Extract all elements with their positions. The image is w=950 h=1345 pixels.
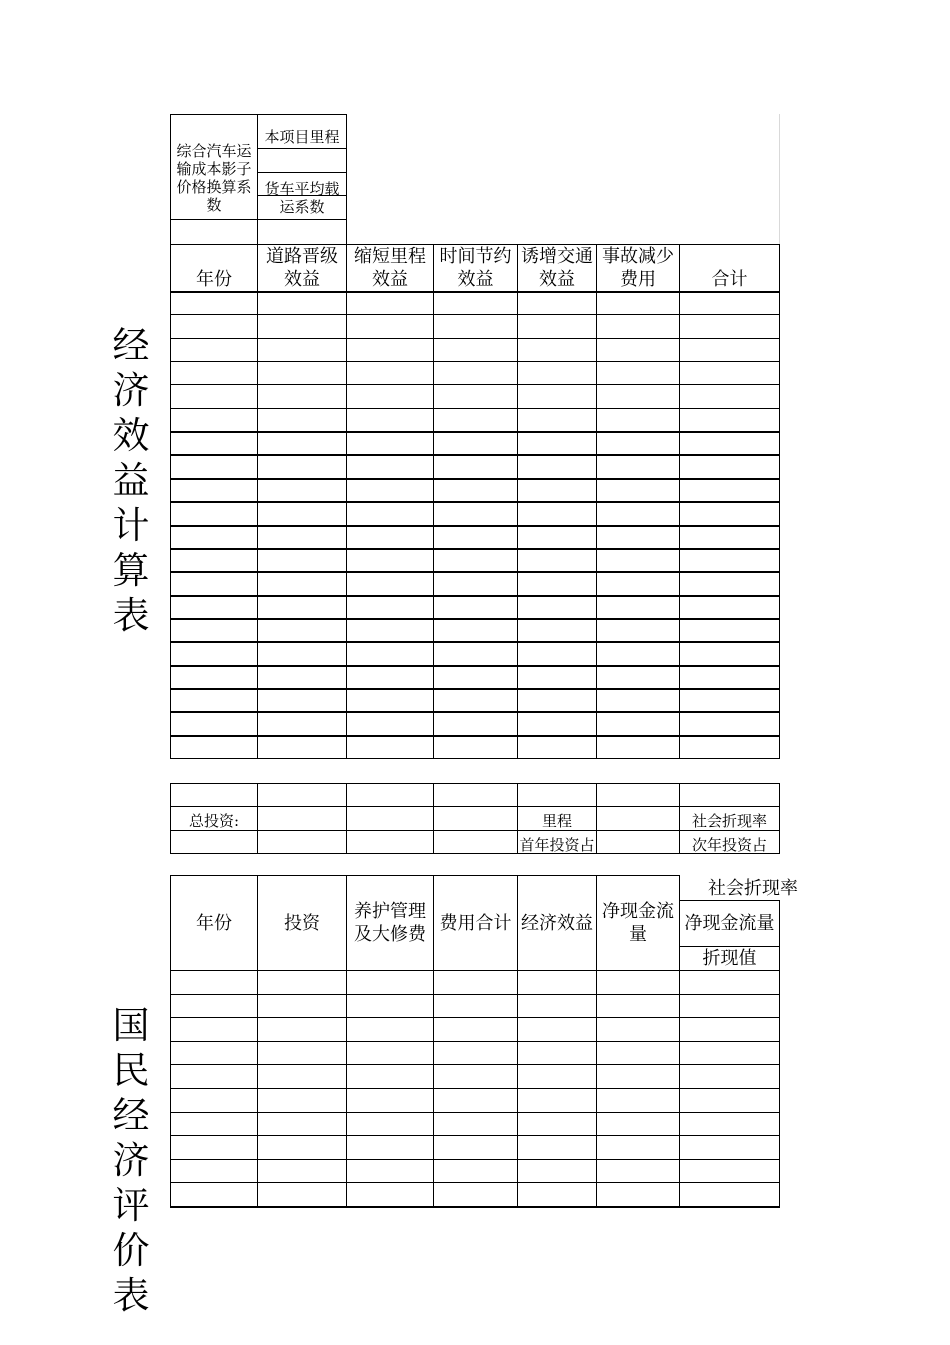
grid-row-line xyxy=(170,454,780,456)
grid-row-line xyxy=(170,1064,780,1065)
grid-row-line xyxy=(170,384,780,385)
grid-row-line xyxy=(170,595,780,597)
grid-row-line xyxy=(170,1017,780,1018)
grid-row-line xyxy=(170,711,780,713)
benefit-header-year: 年份 xyxy=(196,269,232,290)
grid-row-line xyxy=(170,970,780,971)
benefit-header-mileage-reduction: 缩短里程效益 xyxy=(354,246,426,290)
eval-header-economic-benefit: 经济效益 xyxy=(521,912,593,934)
eval-header-investment: 投资 xyxy=(284,912,320,934)
grid-row-line xyxy=(170,408,780,409)
grid-column-line xyxy=(779,783,780,854)
grid-row-line xyxy=(170,314,780,315)
grid-column-line xyxy=(433,783,434,854)
eval-header-year: 年份 xyxy=(196,912,232,934)
grid-row-line xyxy=(170,291,780,293)
grid-row-line xyxy=(170,501,780,503)
grid-row-line xyxy=(170,806,780,807)
first-year-investment-share-label: 首年投资占 xyxy=(519,836,595,854)
grid-row-line xyxy=(170,994,780,995)
grid-row-line xyxy=(170,618,780,620)
benefit-header-induced-traffic: 诱增交通效益 xyxy=(521,246,593,290)
grid-row-line xyxy=(170,665,780,667)
grid-row-line xyxy=(170,758,780,759)
truck-load-coefficient-label: 货车平均载运系数 xyxy=(264,180,340,216)
grid-row-line xyxy=(170,548,780,550)
grid-column-line xyxy=(346,783,347,854)
eval-header-present-value: 折现值 xyxy=(702,948,757,969)
eval-header-social-discount-rate: 社会折现率 xyxy=(708,877,798,899)
social-discount-rate-label: 社会折现率 xyxy=(691,812,767,830)
benefit-header-time-saving: 时间节约效益 xyxy=(439,246,512,290)
project-mileage-label: 本项目里程 xyxy=(264,128,340,146)
benefit-header-road-upgrade: 道路晋级效益 xyxy=(266,246,338,290)
grid-row-line xyxy=(170,1112,780,1113)
grid-row-line xyxy=(170,338,780,339)
grid-row-line xyxy=(170,571,780,573)
total-investment-label: 总投资: xyxy=(188,812,240,830)
grid-row-line xyxy=(170,641,780,643)
eval-header-net-cash-flow: 净现金流量 xyxy=(602,901,674,945)
grid-row-line xyxy=(170,688,780,690)
grid-row-line xyxy=(170,1159,780,1160)
evaluation-table-title: 国民经济评价表 xyxy=(112,1004,150,1317)
grid-row-line xyxy=(170,1088,780,1089)
grid-row-line xyxy=(170,1135,780,1136)
eval-header-net-cash-flow-sub: 净现金流量 xyxy=(684,912,775,934)
eval-header-total-cost: 费用合计 xyxy=(439,912,512,934)
eval-header-maintenance: 养护管理及大修费 xyxy=(354,901,426,945)
grid-row-line xyxy=(170,783,780,784)
benefit-table-title: 经济效益计算表 xyxy=(112,324,150,637)
grid-row-line xyxy=(170,431,780,433)
shadow-price-coefficient-label: 综合汽车运输成本影子价格换算系数 xyxy=(176,142,252,214)
grid-row-line xyxy=(170,1206,780,1208)
grid-column-line xyxy=(257,783,258,854)
second-year-investment-share-label: 次年投资占 xyxy=(691,836,767,854)
grid-row-line xyxy=(170,478,780,480)
grid-row-line xyxy=(170,735,780,737)
mileage-label: 里程 xyxy=(541,812,572,830)
grid-row-line xyxy=(170,1041,780,1042)
grid-row-line xyxy=(170,1182,780,1183)
benefit-header-total: 合计 xyxy=(711,269,748,290)
benefit-header-accident-reduction: 事故减少费用 xyxy=(602,246,674,290)
grid-row-line xyxy=(170,361,780,362)
grid-row-line xyxy=(170,525,780,527)
